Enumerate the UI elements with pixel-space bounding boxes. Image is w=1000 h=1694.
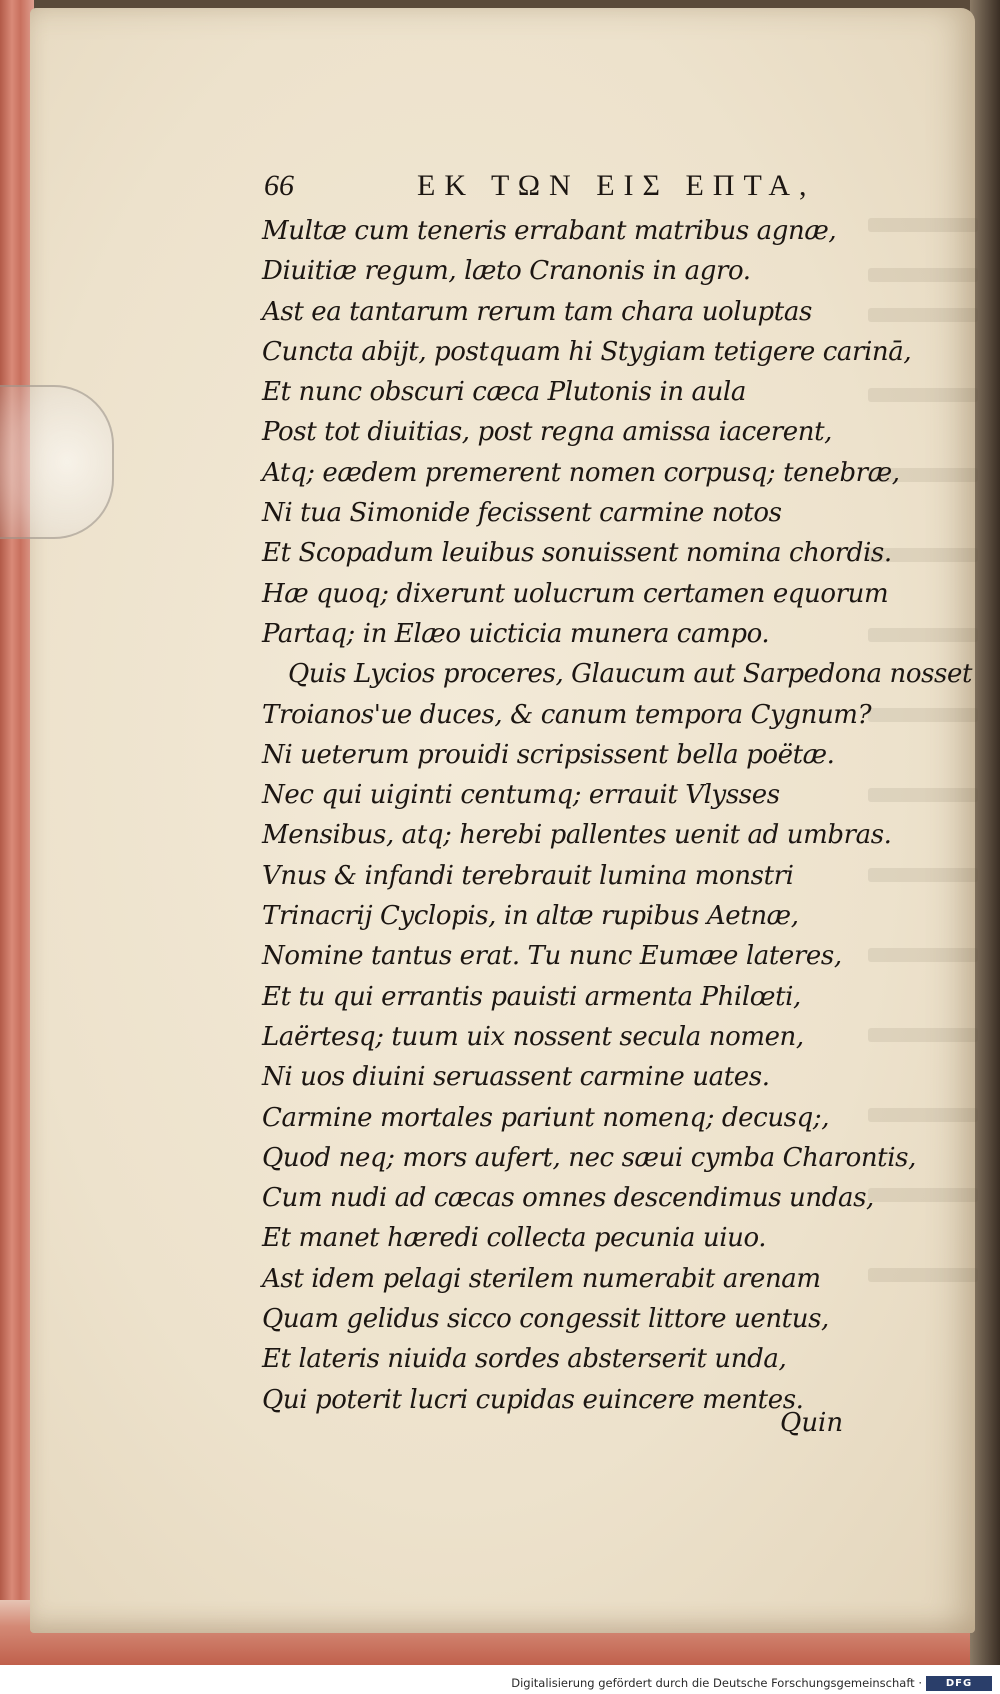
- page-edges-left: [0, 0, 34, 1665]
- verse-line: Laërtesq; tuum uix nossent secula nomen,: [262, 1021, 804, 1052]
- verse-line: Ast ea tantarum rerum tam chara uoluptas: [262, 296, 812, 327]
- verse-line: Qui poterit lucri cupidas euincere mentes.: [262, 1384, 804, 1415]
- verse-line: Et nunc obscuri cæca Plutonis in aula: [262, 377, 746, 408]
- running-head: [262, 165, 952, 211]
- verse-line: Mensibus, atq; herebi pallentes uenit ad umbras.: [262, 820, 892, 851]
- verse-line: Et manet hæredi collecta pecunia uiuo.: [262, 1223, 767, 1254]
- verse-line: Nec qui uiginti centumq; errauit Vlysses: [262, 780, 780, 811]
- verse-line: Vnus & infandi terebrauit lumina monstri: [262, 860, 794, 891]
- verse-line: Nomine tantus erat. Tu nunc Eumæe lateres,: [262, 941, 842, 972]
- digitization-credit: Digitalisierung gefördert durch die Deutsche Forschungsgemeinschaft ·: [511, 1676, 922, 1690]
- verse-line: Carmine mortales pariunt nomenq; decusq;,: [262, 1102, 830, 1133]
- verse-line: Troianos'ue duces, & canum tempora Cygnum?: [262, 699, 872, 730]
- dfg-logo: DFG: [926, 1676, 992, 1691]
- verse-line: Multæ cum teneris errabant matribus agnæ,: [262, 216, 837, 246]
- verse-line: Trinacrij Cyclopis, in altæ rupibus Aetnæ,: [262, 901, 799, 932]
- verse-line: Ni ueterum prouidi scripsissent bella poëtæ.: [262, 739, 835, 770]
- text-block: [262, 165, 972, 1420]
- verse-line: Ast idem pelagi sterilem numerabit arenam: [262, 1263, 821, 1294]
- page-number: 66: [264, 169, 294, 202]
- verse-line: Et tu qui errantis pauisti armenta Philœti,: [262, 981, 801, 1012]
- verse-line: Atq; eædem premerent nomen corpusq; tenebræ,: [262, 457, 900, 488]
- verse-line: Post tot diuitias, post regna amissa iacerent,: [262, 417, 833, 448]
- verse-line: Ni uos diuini seruassent carmine uates.: [262, 1062, 770, 1093]
- verse-line: Cuncta abijt, postquam hi Stygiam tetigere carinā,: [262, 336, 912, 367]
- catchword: Quin: [780, 1408, 844, 1438]
- verse-lines: [262, 211, 972, 1420]
- verse-line: Hæ quoq; dixerunt uolucrum certamen equorum: [262, 578, 889, 609]
- verse-line: Cum nudi ad cæcas omnes descendimus undas,: [262, 1183, 874, 1214]
- verse-line: Ni tua Simonide fecissent carmine notos: [262, 498, 782, 529]
- running-head-title: ΕΚ ΤΩΝ ΕΙΣ ΕΠΤΑ,: [417, 169, 816, 202]
- verse-line: Diuitiæ regum, læto Cranonis in agro.: [262, 256, 751, 287]
- verse-line: Et lateris niuida sordes absterserit unda,: [262, 1344, 787, 1375]
- page-clip: [0, 385, 114, 539]
- verse-line: Quam gelidus sicco congessit littore uentus,: [262, 1304, 829, 1335]
- verse-line: Quis Lycios proceres, Glaucum aut Sarpedona nosset: [288, 659, 972, 690]
- verse-line: Partaq; in Elæo uicticia munera campo.: [262, 618, 770, 649]
- verse-line: Et Scopadum leuibus sonuissent nomina chordis.: [262, 538, 892, 569]
- verse-line: Quod neq; mors aufert, nec sæui cymba Charontis,: [262, 1142, 916, 1173]
